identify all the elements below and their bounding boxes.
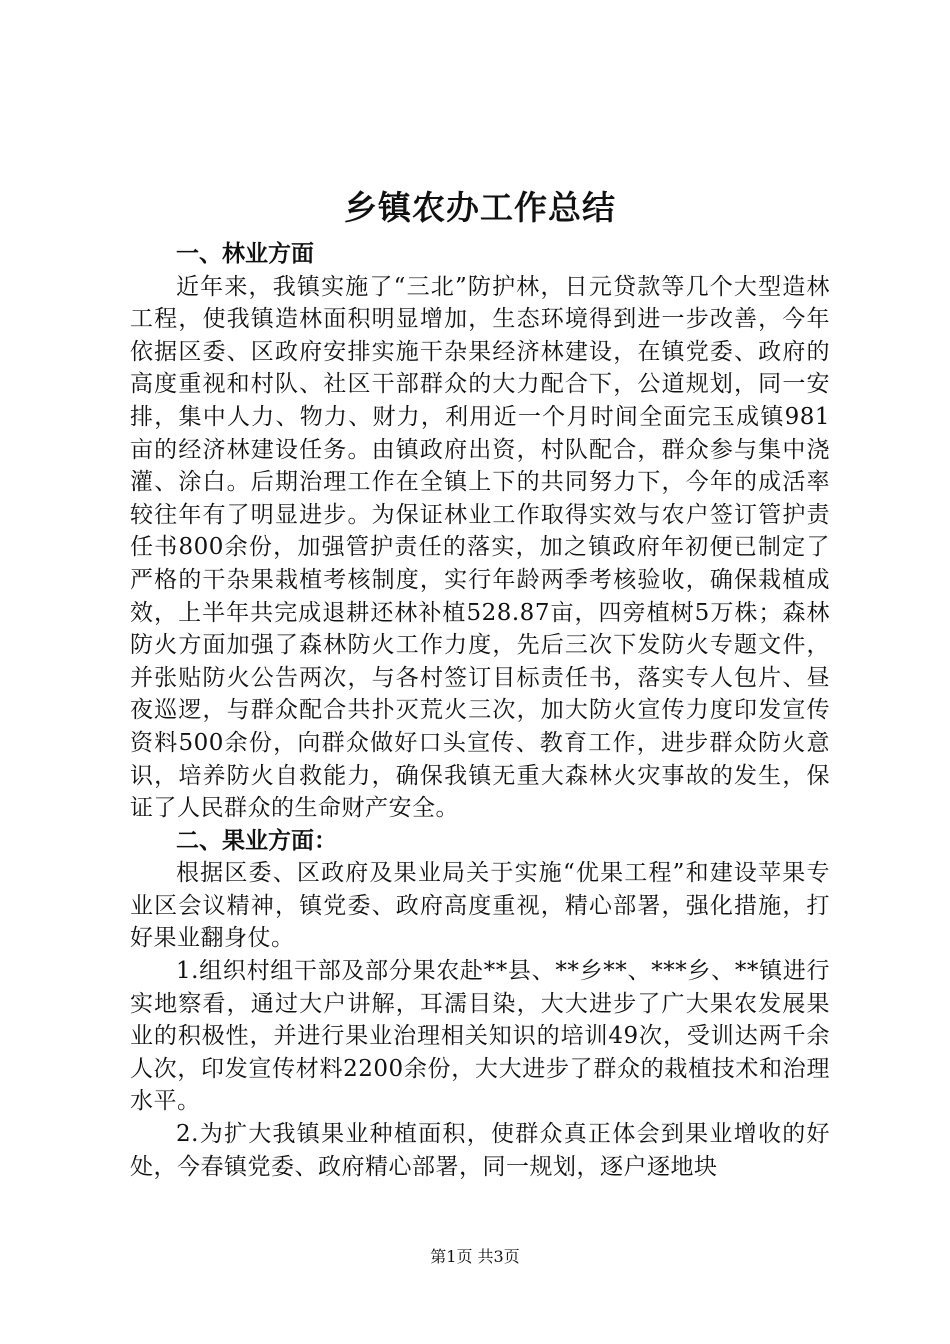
paragraph-forestry: 近年来，我镇实施了“三北”防护林，日元贷款等几个大型造林工程，使我镇造林面积明显增加，生态环境得到进一步改善，今年依据区委、区政府安排实施干杂果经济林建设，在镇党委、政府的高度重视和村队、社区干部群众的大力配合下，公道规划，同一安排，集中人力、物力、财力，利用近一个月时间全面完玉成镇981亩的经济林建设任务。由镇政府出资，村队配合，群众参与集中浇灌、涂白。后期治理工作在全镇上下的共同努力下，今年的成活率较往年有了明显进步。为保证林业工作取得实效与农户签订管护责任书800余份，加强管护责任的落实，加之镇政府年初便已制定了严格的干杂果栽植考核制度，实行年龄两季考核验收，确保栽植成效，上半年共完成退耕还林补植528.87亩，四旁植树5万株；森林防火方面加强了森林防火工作力度，先后三次下发防火专题文件，并张贴防火公告两次，与各村签订目标责任书，落实专人包片、昼夜巡逻，与群众配合共扑灭荒火三次，加大防火宣传力度印发宣传资料500余份，向群众做好口头宣传、教育工作，进步群众防火意识，培养防火自救能力，确保我镇无重大森林火灾事故的发生，保证了人民群众的生命财产安全。 (130, 273, 830, 822)
document-title: 乡镇农办工作总结 (344, 188, 616, 227)
paragraph-fruit-intro: 根据区委、区政府及果业局关于实施“优果工程”和建设苹果专业区会议精神，镇党委、政府高度重视，精心部署，强化措施，打好果业翻身仗。 (130, 860, 830, 952)
document-page (130, 178, 830, 1183)
section-heading-forestry: 一、林业方面 (176, 241, 314, 267)
paragraph-fruit-item-2: 2.为扩大我镇果业种植面积，使群众真正体会到果业增收的好处，今春镇党委、政府精心部署，同一规划，逐户逐地块 (130, 1121, 830, 1180)
section-heading-fruit: 二、果业方面： (176, 827, 337, 854)
paragraph-fruit-item-1: 1.组织村组干部及部分果农赴**县、**乡**、***乡、**镇进行实地察看，通过大户讲解，耳濡目染，大大进步了广大果农发展果业的积极性，并进行果业治理相关知识的培训49次，受训达两千余人次，印发宣传材料2200余份，大大进步了群众的栽植技术和治理水平。 (130, 958, 830, 1115)
page-number-footer: 第1页 共3页 (430, 1247, 520, 1266)
